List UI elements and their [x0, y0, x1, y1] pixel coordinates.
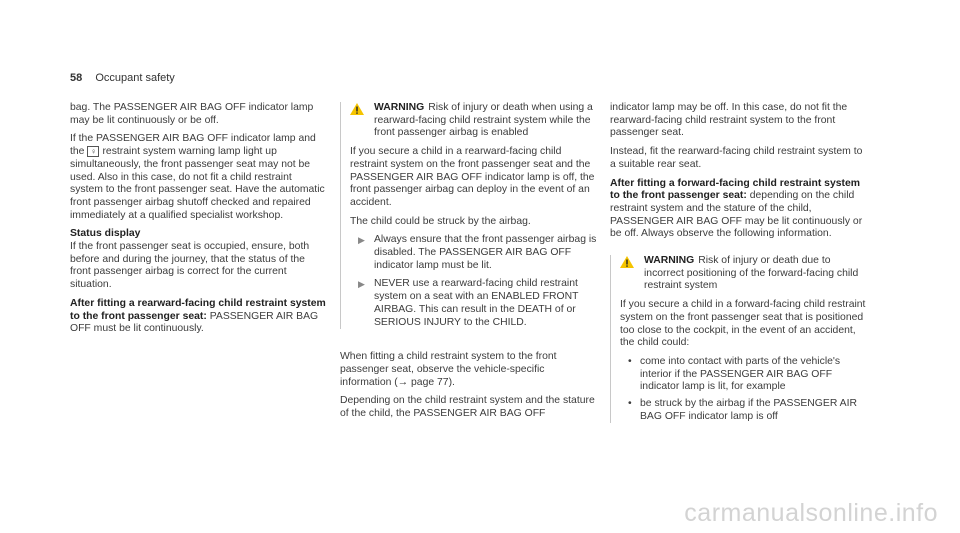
page-header: [70, 72, 175, 84]
warning-triangle-icon: [350, 103, 364, 115]
paragraph: indicator lamp may be off. In this case, do not fit the rearward-facing child restraint system to the front passenger seat.: [610, 102, 848, 139]
warning-box: [340, 102, 598, 329]
paragraph: Depending on the child restraint system and the stature of the child, the PASSENGER AIR BAG OFF: [340, 395, 595, 420]
list-item: • come into contact with parts of the vehicle's interior if the PASSENGER AIR BAG OFF indicator lamp is lit, for example: [628, 355, 841, 393]
bullet-icon: •: [628, 355, 632, 367]
warning-title: Risk of injury or death when using a rearward-facing child restraint system while the front passenger airbag is enabled: [374, 102, 593, 139]
warning-label: WARNING: [644, 255, 695, 267]
warning-triangle-icon: [620, 256, 634, 268]
arrow-right-icon: ▶: [358, 235, 365, 246]
bullet-icon: •: [628, 398, 632, 410]
list-item: ▶ NEVER use a rearward-facing child restraint system on a seat with an ENABLED FRONT AIRBAG. This can result in the DEATH of or SERIOUS INJURY to the CHILD.: [358, 278, 579, 328]
warning-title: Risk of injury or death due to incorrect positioning of the forward-facing child restraint system: [644, 255, 859, 292]
warning-box: [610, 255, 868, 423]
warning-header: [350, 102, 598, 140]
paragraph: bag. The PASSENGER AIR BAG OFF indicator lamp may be lit continuously or be off.: [70, 102, 314, 126]
paragraph: If the PASSENGER AIR BAG OFF indicator lamp and the ♀ restraint system warning lamp light up simultaneously, the front passenger seat may not be used. Also in this case, do not fit a child restraint system to the front passenger seat. Have the automatic front passenger airbag shutoff checked and repaired immediately at a qualified specialist workshop.: [70, 133, 325, 221]
paragraph: If you secure a child in a rearward-facing child restraint system on the front passenger seat and the PASSENGER AIR BAG OFF indicator lamp is off, the front passenger airbag can deploy in the event of an accident.: [350, 146, 595, 208]
warning-header: [620, 255, 868, 293]
paragraph: If you secure a child in a forward-facing child restraint system on the front passenger seat that is positioned too close to the cockpit, in the event of an accident, the child could:: [620, 299, 866, 349]
paragraph: If the front passenger seat is occupied, ensure, both before and during the journey, that the status of the front passenger airbag is correct for the current situation.: [70, 241, 310, 291]
column-2: [340, 102, 598, 427]
status-display-heading: Status display: [70, 228, 141, 240]
list-item: • be struck by the airbag if the PASSENGER AIR BAG OFF indicator lamp is off: [628, 398, 857, 422]
paragraph: Instead, fit the rearward-facing child restraint system to a suitable rear seat.: [610, 146, 863, 170]
page-number: 58: [70, 72, 83, 84]
watermark: carmanualsonline.info: [684, 499, 938, 527]
paragraph: When fitting a child restraint system to the front passenger seat, observe the vehicle-specific information (→ page 77).: [340, 351, 557, 388]
arrow-right-icon: ▶: [358, 279, 365, 290]
paragraph: After fitting a rearward-facing child restraint system to the front passenger seat: PASSENGER AIR BAG OFF must be lit continuously.: [70, 297, 326, 335]
seat-belt-icon: ♀: [87, 146, 99, 157]
warning-label: WARNING: [374, 102, 425, 113]
list-item: ▶ Always ensure that the front passenger airbag is disabled. The PASSENGER AIR BAG OFF indicator lamp must be lit.: [358, 234, 597, 271]
section-title: Occupant safety: [95, 72, 175, 84]
column-3: [610, 102, 868, 427]
paragraph: The child could be struck by the airbag.: [350, 215, 531, 227]
column-1: [70, 102, 326, 342]
paragraph: After fitting a forward-facing child restraint system to the front passenger seat: depending on the child restraint system and the stature of the child, PASSENGER AIR BAG OFF may be lit continuously or be off. Always observe the following information.: [610, 177, 863, 240]
